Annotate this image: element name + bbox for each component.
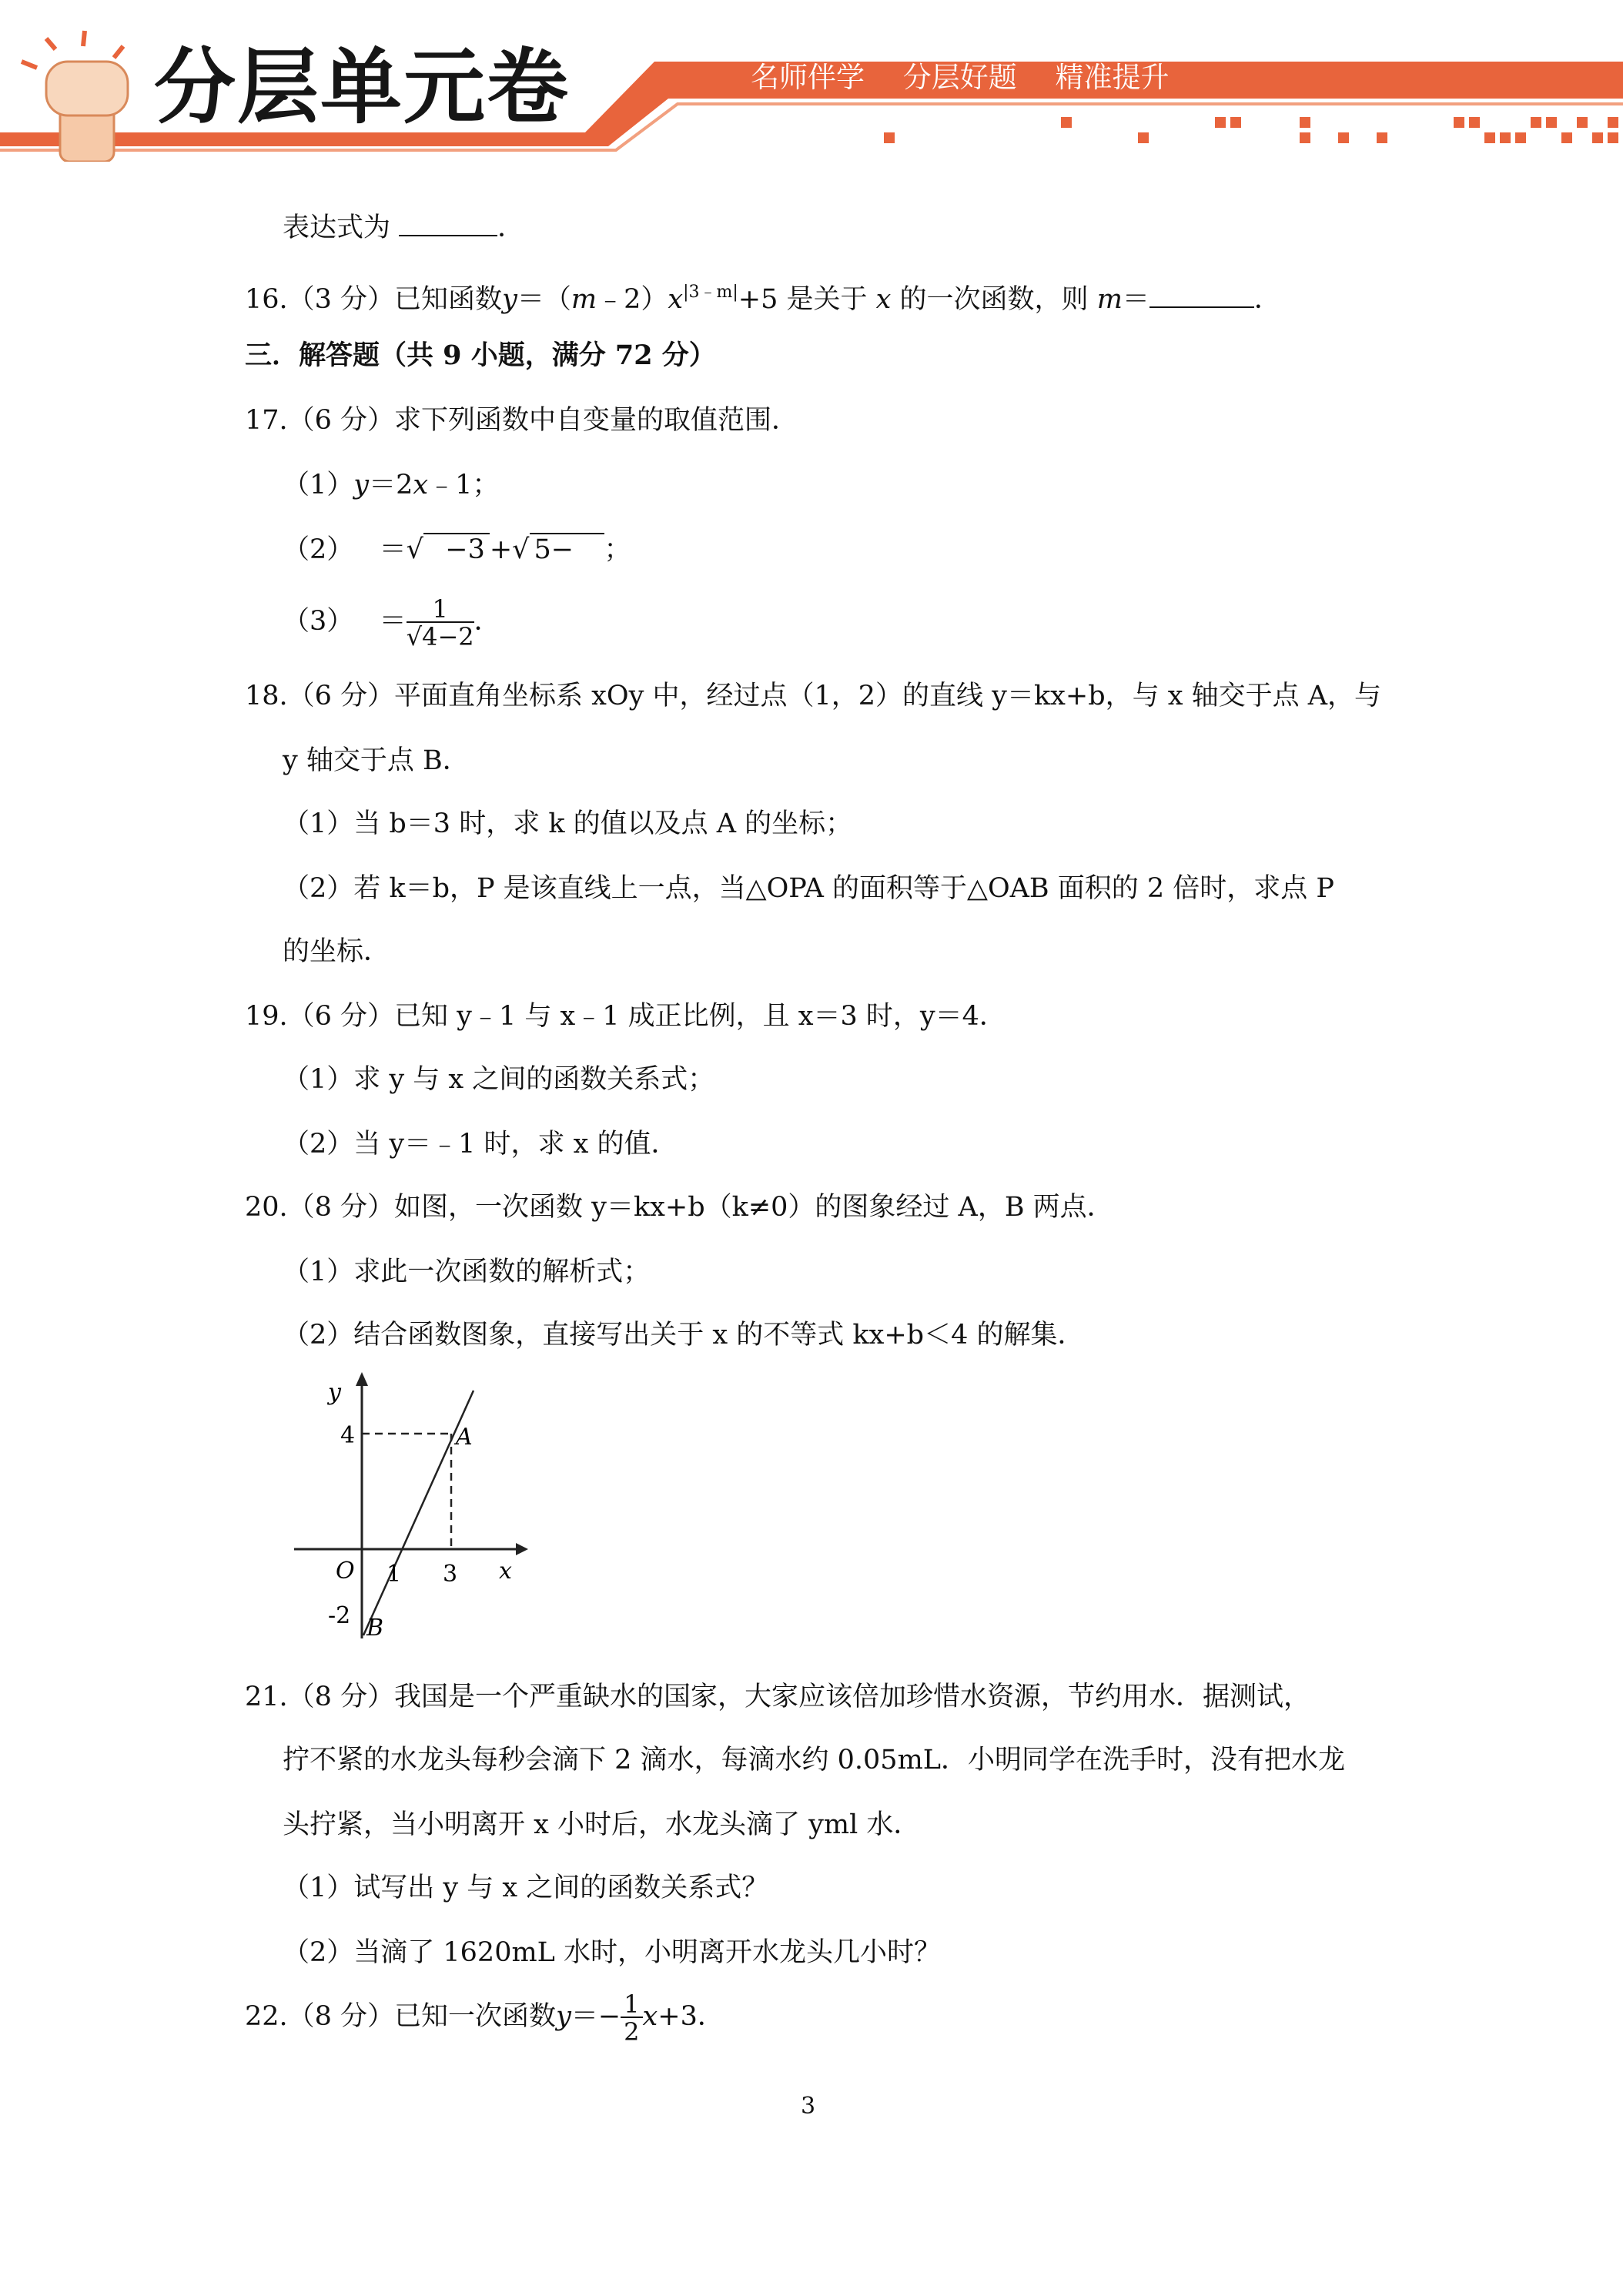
q18-part-2: （2）若 k＝b，P 是该直线上一点，当△OPA 的面积等于△OAB 面积的 2 倍时，求点 P (283, 873, 1334, 904)
question-17: 17.（6 分）求下列函数中自变量的取值范围． (245, 405, 799, 436)
tick-label-4: 4 (340, 1422, 356, 1449)
q20-graph (285, 1369, 531, 1654)
q19-part-1: （1）求 y 与 x 之间的函数关系式； (283, 1064, 715, 1095)
q20-part-1: （1）求此一次函数的解析式； (283, 1257, 651, 1287)
q15-continuation: 表达式为 ． (283, 213, 525, 243)
decorative-squares (884, 117, 1618, 143)
tick-label-1: 1 (387, 1561, 402, 1588)
section-heading: 三．解答题（共 9 小题，满分 72 分） (245, 340, 716, 371)
slogan-item: 分层好题 (902, 61, 1017, 94)
origin-label: O (336, 1558, 355, 1585)
question-21-cont-2: 头拧紧，当小明离开 x 小时后，水龙头滴了 yml 水． (283, 1809, 921, 1840)
slogan-item: 精准提升 (1055, 61, 1170, 94)
x-axis-label: x (499, 1558, 512, 1585)
y-axis-label: y (328, 1379, 341, 1406)
q18-part-2-cont: 的坐标． (283, 936, 391, 967)
q19-part-2: （2）当 y＝﹣1 时，求 x 的值． (283, 1129, 678, 1160)
q18-part-1: （1）当 b＝3 时，求 k 的值以及点 A 的坐标； (283, 808, 853, 839)
question-19: 19.（6 分）已知 y﹣1 与 x﹣1 成正比例，且 x＝3 时，y＝4． (245, 1001, 1006, 1032)
q21-part-1: （1）试写出 y 与 x 之间的函数关系式？ (283, 1873, 769, 1903)
page-number: 3 (801, 2093, 816, 2120)
q21-part-2: （2）当滴了 1620mL 水时，小明离开水龙头几小时？ (283, 1937, 942, 1968)
tick-label-neg2: -2 (328, 1602, 351, 1629)
question-21-cont-1: 拧不紧的水龙头每秒会滴下 2 滴水，每滴水约 0.05mL．小明同学在洗手时，没有把水龙 (283, 1745, 1346, 1776)
question-18-cont: y 轴交于点 B． (283, 745, 470, 776)
point-a-label: A (456, 1424, 473, 1451)
q17-part-3: （3） ＝ $\frac{1}{√4-2}$ ． (283, 594, 501, 651)
y-axis-arrow (356, 1372, 368, 1386)
q17-part-2: （2） ＝√ −3 +√ 5− ； (283, 534, 631, 565)
question-18: 18.（6 分）平面直角坐标系 xOy 中，经过点（1，2）的直线 y＝kx+b，与 x 轴交于点 A，与 (245, 681, 1382, 711)
header-slogan (751, 59, 1199, 97)
slogan-item: 名师伴学 (751, 61, 865, 94)
x-axis-arrow (516, 1543, 528, 1555)
q20-part-2: （2）结合函数图象，直接写出关于 x 的不等式 kx+b＜4 的解集． (283, 1320, 1085, 1350)
question-16: 16.（3 分）已知函数$y=(m﹣2)x^{|3﹣m|}+5$ 是关于 x 的一次函数，则 m＝ ． (245, 283, 1281, 315)
question-22: 22.（8 分）已知一次函数y＝− $\frac{1}{2}$ x+3． (245, 1989, 724, 2047)
question-20: 20.（8 分）如图，一次函数 y＝kx+b（k≠0）的图象经过 A，B 两点． (245, 1192, 1114, 1223)
point-b-label: B (366, 1615, 384, 1642)
page-header (0, 0, 1623, 162)
q17-part-1: （1）y＝2x﹣1； (283, 470, 500, 500)
question-21: 21.（8 分）我国是一个严重缺水的国家，大家应该倍加珍惜水资源，节约用水．据测试， (245, 1682, 1311, 1712)
tick-label-3: 3 (443, 1561, 458, 1588)
brand-title: 分层单元卷 (154, 40, 570, 135)
